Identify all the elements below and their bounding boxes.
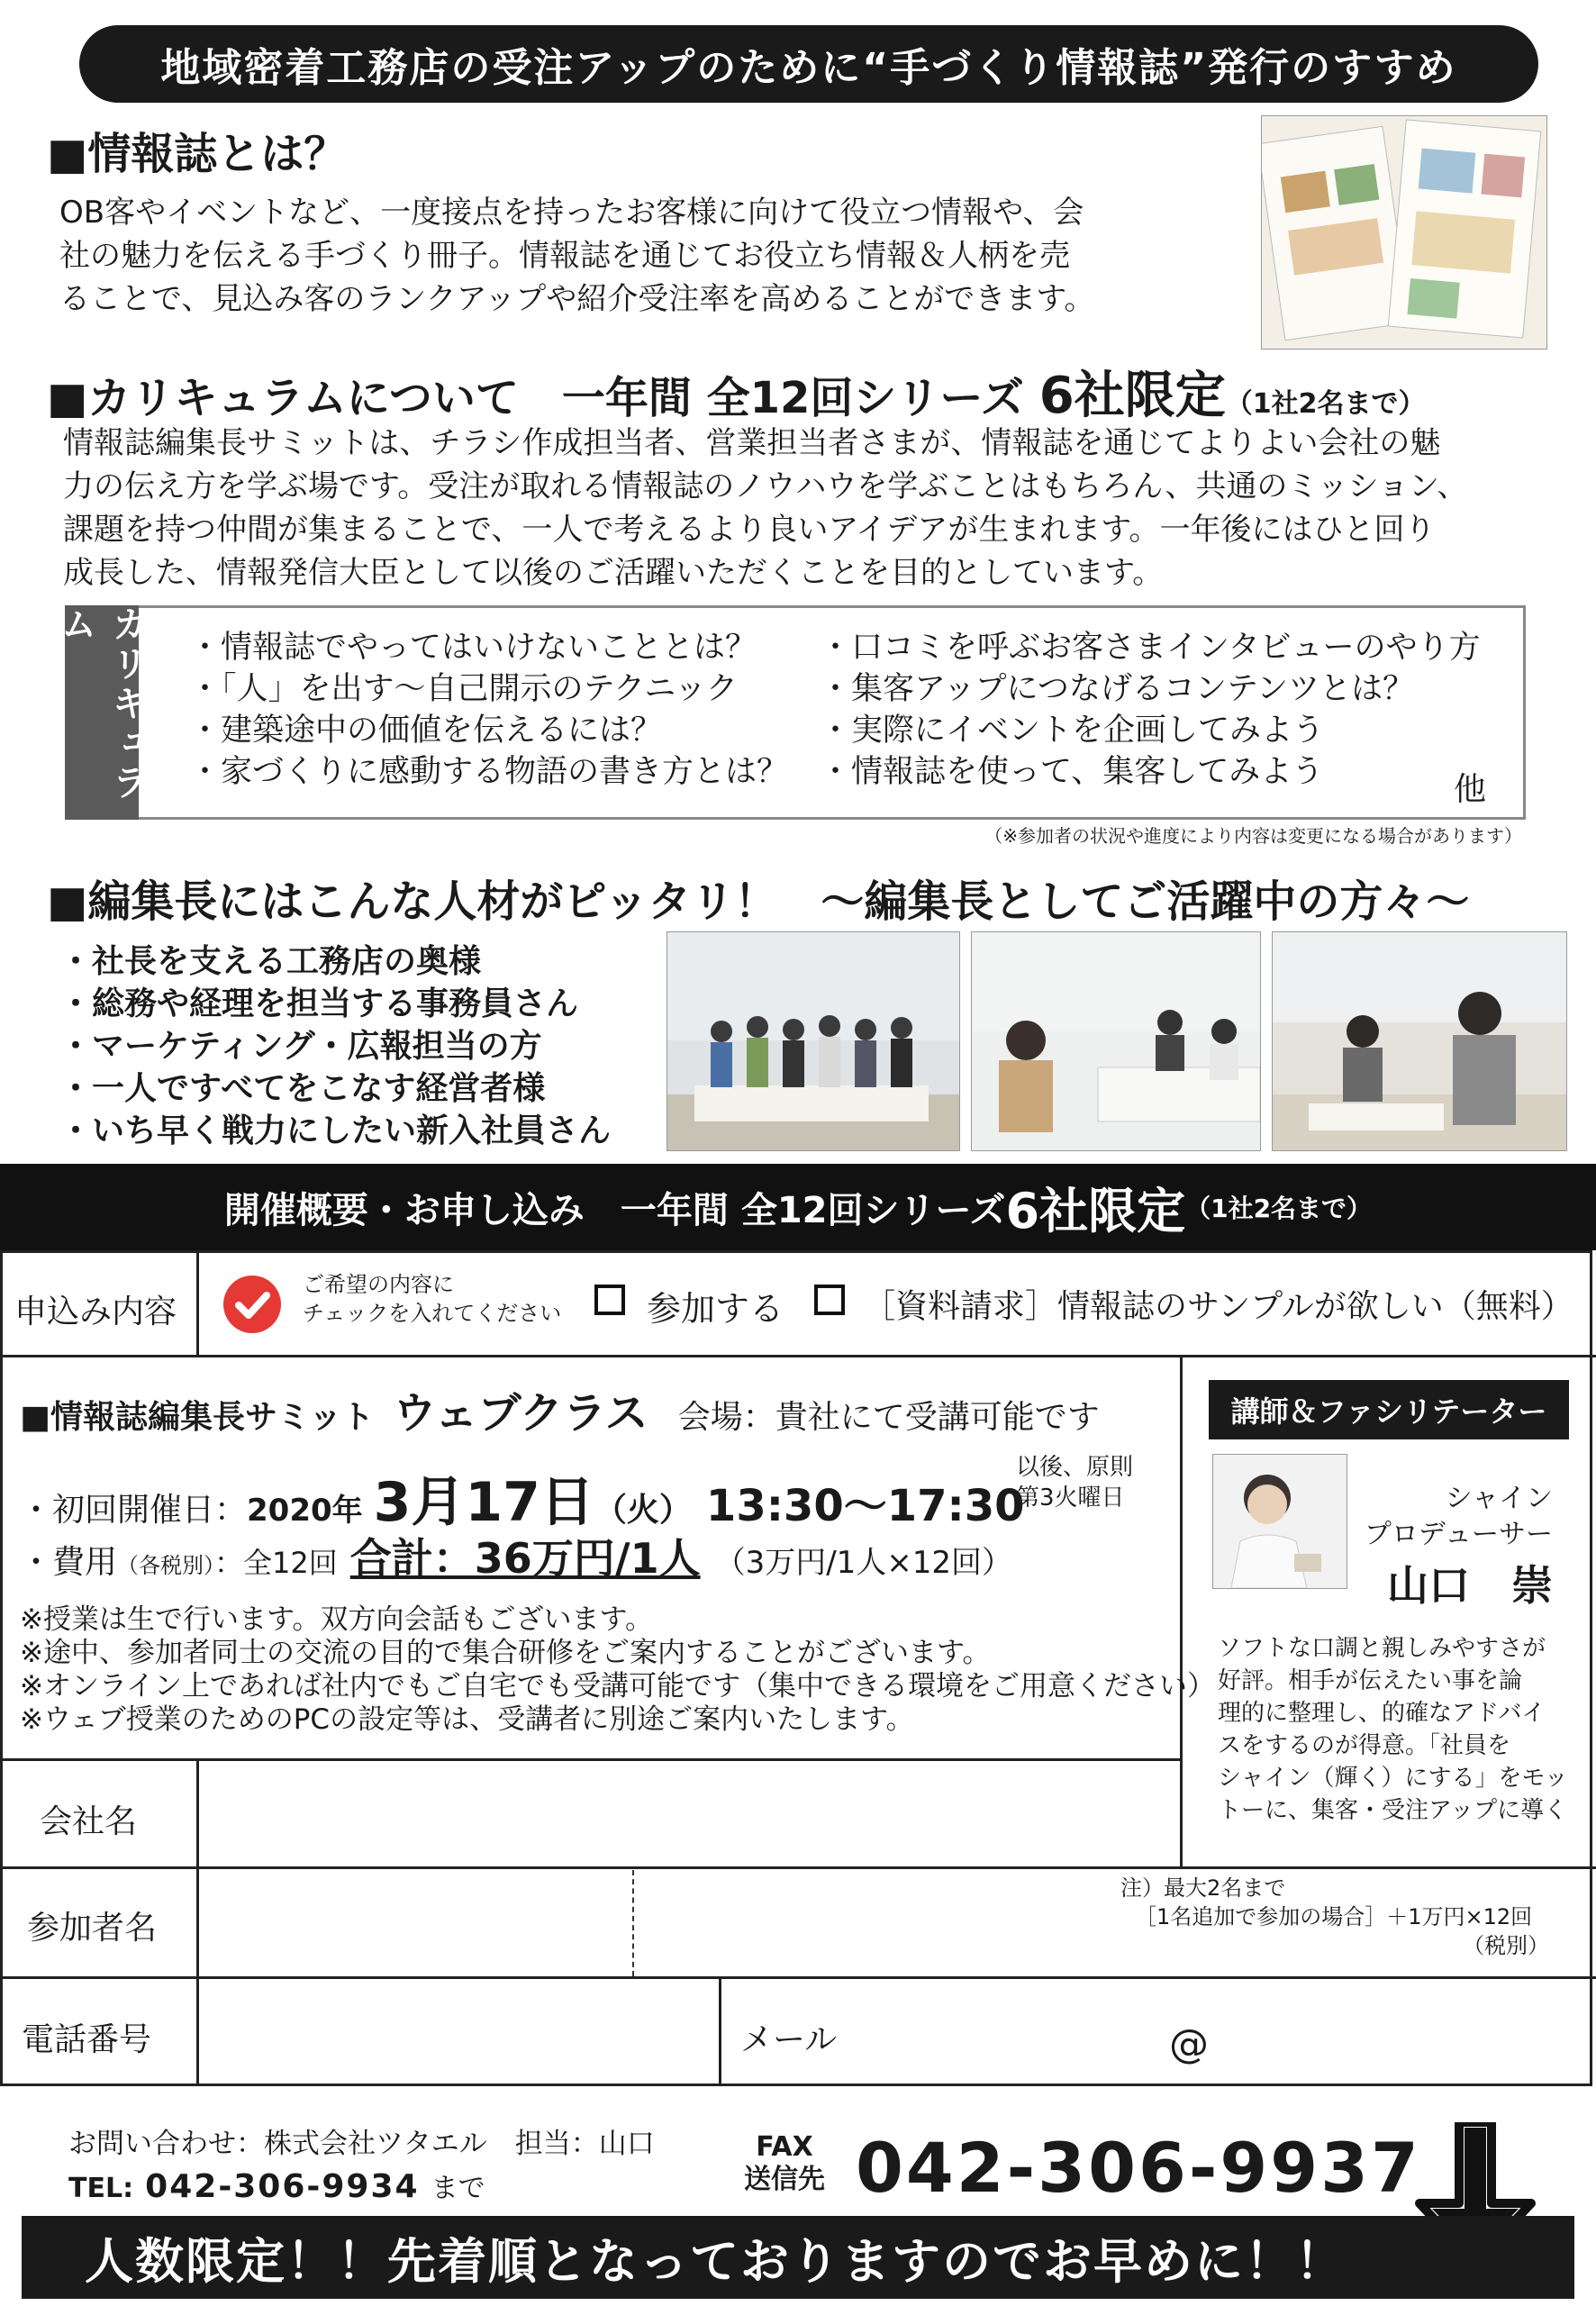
contact-info: お問い合わせ：株式会社ツタエル 担当：山口 bbox=[68, 2128, 655, 2160]
fee-total: 合計：36万円/1人 bbox=[349, 1534, 701, 1583]
magazine-photo bbox=[1261, 115, 1547, 350]
schedule-note-line: 第3火曜日 bbox=[1016, 1484, 1125, 1512]
form-divider bbox=[0, 1976, 1596, 1979]
instructor-description-line: ソフトな口調と親しみやすさが bbox=[1218, 1635, 1546, 1662]
ideal-editor-item: ・マーケティング・広報担当の方 bbox=[59, 1028, 542, 1065]
sample-request-checkbox[interactable] bbox=[814, 1285, 845, 1315]
first-date-time: 13:30～17:30 bbox=[705, 1481, 1025, 1531]
check-hint bbox=[303, 1270, 561, 1328]
fax-label-line: 送信先 bbox=[744, 2164, 825, 2195]
fee-detail: （3万円/1人×12回） bbox=[714, 1545, 1013, 1581]
fee-tax-note: （各税別） bbox=[117, 1553, 215, 1578]
first-date-label: ・初回開催日： bbox=[20, 1492, 248, 1529]
instructor-company: シャイン bbox=[1445, 1483, 1553, 1514]
schedule-note bbox=[1016, 1452, 1133, 1513]
participant-note-2: ［1名追加で参加の場合］＋1万円×12回 bbox=[1135, 1904, 1533, 1929]
section-heading-curriculum bbox=[47, 356, 1425, 428]
web-class-title bbox=[20, 1378, 1100, 1440]
curriculum-list-right bbox=[820, 627, 1481, 793]
instructor-description-line: トーに、集客・受注アップに導く bbox=[1218, 1797, 1568, 1824]
fee-label: ・費用 bbox=[20, 1544, 118, 1581]
instructor-photo bbox=[1212, 1454, 1347, 1589]
check-hint-line: ご希望の内容に bbox=[303, 1272, 454, 1297]
ideal-editor-item: ・総務や経理を担当する事務員さん bbox=[59, 985, 579, 1022]
curriculum-heading-note: （1社2名まで） bbox=[1225, 388, 1426, 420]
check-hint-line: チェックを入れてください bbox=[303, 1301, 562, 1326]
class-note: ※授業は生で行います。双方向会話もございます。 bbox=[20, 1603, 654, 1636]
curriculum-heading-text: ■カリキュラムについて 一年間 全12回シリーズ bbox=[47, 373, 1039, 423]
instructor-role: プロデューサー bbox=[1364, 1519, 1553, 1550]
tel-number: 042-306-9934 bbox=[145, 2168, 420, 2205]
sample-request-label: ［資料請求］情報誌のサンプルが欲しい（無料） bbox=[863, 1288, 1573, 1325]
check-icon bbox=[223, 1276, 281, 1333]
section-heading-ideal-editor: ■編集長にはこんな人材がピッタリ！ ～編集長としてご活躍中の方々～ bbox=[47, 876, 1470, 927]
company-name-label: 会社名 bbox=[40, 1803, 138, 1840]
tel-label: TEL: bbox=[68, 2173, 134, 2204]
participate-checkbox[interactable] bbox=[594, 1285, 625, 1315]
curriculum-note: （※参加者の状況や進度により内容は変更になる場合があります） bbox=[984, 825, 1522, 847]
first-date-year: 2020年 bbox=[247, 1493, 363, 1529]
form-divider bbox=[196, 1250, 199, 1357]
summary-bar-note: （1社2名まで） bbox=[1185, 1194, 1373, 1223]
discussion-photo bbox=[1272, 931, 1567, 1151]
curriculum-description bbox=[63, 422, 1558, 595]
first-date-weekday: （火） bbox=[594, 1492, 692, 1529]
fee-row bbox=[20, 1526, 1012, 1585]
summary-bar-limit: 6社限定 bbox=[1005, 1182, 1186, 1239]
curriculum-description-line: 情報誌編集長サミットは、チラシ作成担当者、営業担当者さまが、情報誌を通じてよりよい会社の魅 bbox=[63, 425, 1441, 461]
form-divider bbox=[0, 1355, 1596, 1357]
instructor-title bbox=[1351, 1481, 1553, 1553]
first-date-day: 3月17日 bbox=[373, 1471, 594, 1534]
about-line: OB客やイベントなど、一度接点を持ったお客様に向けて役立つ情報や、会 bbox=[59, 195, 1084, 231]
participant-name-field-1[interactable] bbox=[202, 1870, 629, 1975]
class-notes bbox=[20, 1603, 1215, 1737]
company-name-field[interactable] bbox=[202, 1762, 1176, 1865]
form-divider bbox=[632, 1870, 634, 1976]
ideal-editor-list bbox=[59, 940, 611, 1152]
curriculum-item: ・口コミを呼ぶお客さまインタビューのやり方 bbox=[820, 630, 1481, 666]
participant-name-label: 参加者名 bbox=[27, 1910, 158, 1947]
fax-label bbox=[744, 2131, 825, 2196]
instructor-description-line: 好評。相手が伝えたい事を論 bbox=[1218, 1667, 1523, 1694]
fax-number: 042-306-9937 bbox=[856, 2128, 1421, 2208]
tel-suffix: まで bbox=[431, 2173, 485, 2204]
at-sign: @ bbox=[1169, 2021, 1209, 2067]
fax-label-line: FAX bbox=[756, 2131, 813, 2163]
instructor-description-line: 理的に整理し、的確なアドバイ bbox=[1218, 1700, 1546, 1727]
instructor-heading: 講師＆ファシリテーター bbox=[1209, 1380, 1569, 1439]
class-note: ※ウェブ授業のためのPCの設定等は、受講者に別途ご案内いたします。 bbox=[20, 1703, 914, 1736]
curriculum-list-left bbox=[189, 627, 788, 793]
participant-note-3: （税別） bbox=[1463, 1933, 1549, 1958]
meeting-photo bbox=[971, 931, 1261, 1151]
ideal-editor-item: ・いち早く戦力にしたい新入社員さん bbox=[59, 1112, 612, 1149]
form-divider bbox=[0, 1866, 1596, 1869]
instructor-description bbox=[1218, 1632, 1568, 1827]
curriculum-description-line: 課題を持つ仲間が集まることで、一人で考えるより良いアイデアが生まれます。一年後にはひと回り bbox=[63, 512, 1436, 548]
schedule-note-line: 以後、原則 bbox=[1016, 1454, 1134, 1481]
section-heading-about: ■情報誌とは？ bbox=[47, 129, 348, 179]
participate-label: 参加する bbox=[647, 1289, 784, 1329]
about-line: 社の魅力を伝える手づくり冊子。情報誌を通じてお役立ち情報＆人柄を売 bbox=[59, 238, 1070, 274]
contact-tel bbox=[68, 2165, 485, 2205]
curriculum-item: ・家づくりに感動する物語の書き方とは？ bbox=[189, 754, 789, 790]
instructor-description-line: スをするのが得意。「社員を bbox=[1218, 1732, 1511, 1759]
curriculum-item: ・実際にイベントを企画してみよう bbox=[820, 713, 1325, 749]
form-divider bbox=[719, 1978, 721, 2086]
group-photo bbox=[667, 931, 960, 1151]
instructor-name: 山口 崇 bbox=[1387, 1561, 1553, 1610]
about-line: ることで、見込み客のランクアップや紹介受注率を高めることができます。 bbox=[59, 281, 1095, 317]
mail-label: メール bbox=[740, 2021, 838, 2058]
web-class-venue: 会場：貴社にて受講可能です bbox=[677, 1399, 1100, 1436]
class-note: ※オンライン上であれば社内でもご自宅でも受講可能です（集中できる環境をご用意ください） bbox=[20, 1670, 1216, 1702]
application-label: 申込み内容 bbox=[14, 1294, 177, 1330]
summary-bar bbox=[0, 1164, 1596, 1250]
about-text bbox=[59, 191, 1248, 321]
form-divider bbox=[0, 1758, 1182, 1761]
summary-bar-text: 開催概要・お申し込み 一年間 全12回シリーズ bbox=[223, 1189, 1006, 1231]
participant-note-1: 注）最大2名まで bbox=[1120, 1875, 1286, 1901]
class-note: ※途中、参加者同士の交流の目的で集合研修をご案内することがございます。 bbox=[20, 1637, 991, 1669]
curriculum-etc: 他 bbox=[1454, 771, 1487, 808]
curriculum-item: ・情報誌を使って、集客してみよう bbox=[820, 754, 1324, 790]
phone-field[interactable] bbox=[202, 1980, 717, 2084]
ideal-editor-item: ・社長を支える工務店の奥様 bbox=[59, 943, 482, 980]
form-divider bbox=[196, 1758, 199, 2086]
curriculum-item: ・集客アップにつなげるコンテンツとは？ bbox=[820, 671, 1415, 707]
curriculum-label: カリキュラム bbox=[65, 605, 139, 820]
curriculum-heading-limit: 6社限定 bbox=[1038, 367, 1226, 425]
curriculum-item: ・情報誌でやってはいけないこととは？ bbox=[189, 630, 757, 666]
web-class-title-main: ウェブクラス bbox=[393, 1388, 648, 1439]
web-class-title-text: ■情報誌編集長サミット bbox=[20, 1399, 375, 1436]
fee-count: ：全12回 bbox=[214, 1546, 338, 1580]
curriculum-description-line: 力の伝え方を学ぶ場です。受注が取れる情報誌のノウハウを学ぶことはもちろん、共通のミッション、 bbox=[63, 468, 1468, 504]
mail-field[interactable] bbox=[865, 1980, 1591, 2084]
page-banner: 地域密着工務店の受注アップのために“手づくり情報誌”発行のすすめ bbox=[79, 25, 1538, 103]
ideal-editor-item: ・一人ですべてをこなす経営者様 bbox=[59, 1070, 546, 1107]
curriculum-description-line: 成長した、情報発信大臣として以後のご活躍いただくことを目的としています。 bbox=[63, 555, 1164, 591]
phone-label: 電話番号 bbox=[22, 2021, 152, 2058]
instructor-description-line: シャイン（輝く）にする」をモッ bbox=[1218, 1765, 1568, 1792]
footer-banner: 人数限定！！先着順となっておりますのでお早めに！！ bbox=[22, 2216, 1574, 2299]
curriculum-item: ・「人」を出す～自己開示のテクニック bbox=[189, 671, 739, 707]
curriculum-item: ・建築途中の価値を伝えるには？ bbox=[189, 713, 663, 749]
